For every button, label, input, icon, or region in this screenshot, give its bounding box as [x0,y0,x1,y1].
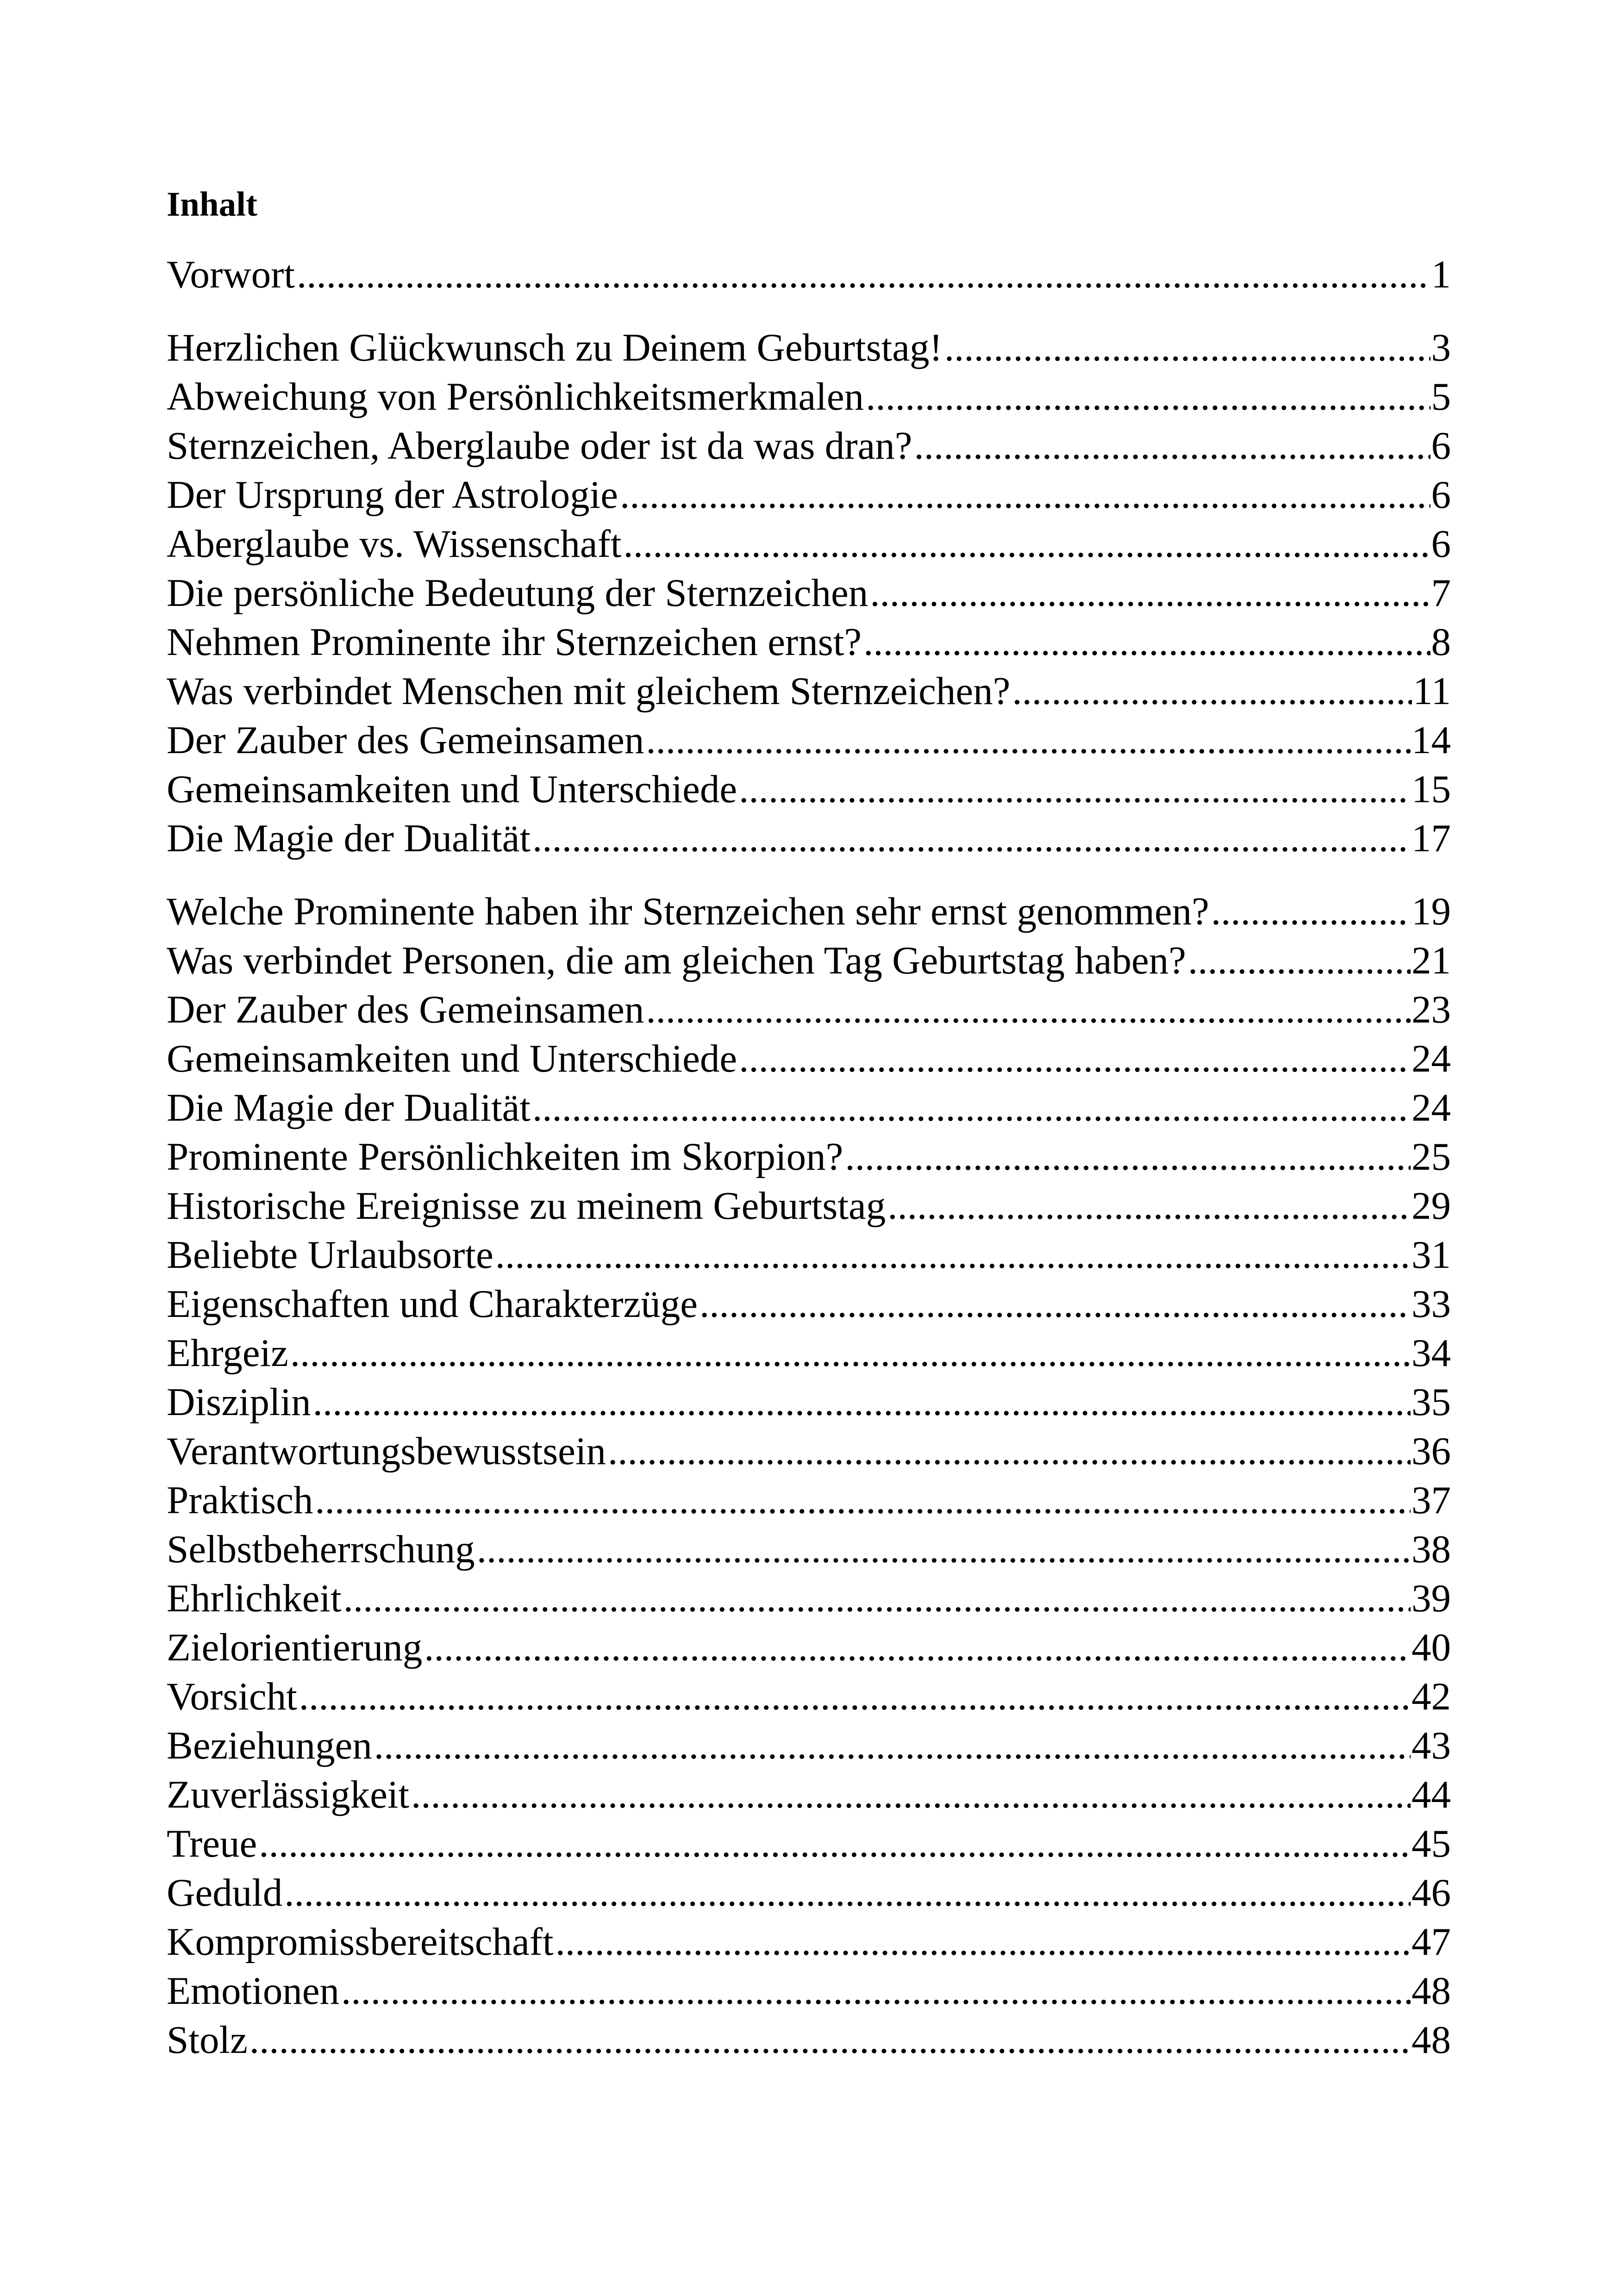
toc-entry-title: Selbstbeherrschung [167,1528,475,1571]
toc-entry-title: Historische Ereignisse zu meinem Geburtstag [167,1184,886,1228]
toc-dot-leader [1012,667,1412,716]
toc-dot-leader [646,985,1411,1034]
toc-dot-leader [887,1181,1411,1230]
toc-entry-page-number: 11 [1413,669,1451,713]
toc-dot-leader [624,519,1430,568]
toc-entry-page-number: 19 [1412,890,1451,933]
toc-entry-page-number: 21 [1412,939,1451,982]
toc-dot-leader [532,1083,1411,1132]
toc-entry-page-number: 35 [1412,1380,1451,1424]
toc-entry[interactable] [167,765,1451,814]
toc-dot-leader [608,1427,1411,1476]
toc-entry-page-number: 48 [1412,2018,1451,2062]
toc-dot-leader [863,617,1430,667]
toc-dot-leader [477,1525,1411,1574]
toc-entry-page-number: 6 [1431,522,1451,566]
toc-entry[interactable] [167,1279,1451,1328]
toc-entry-title: Emotionen [167,1969,339,2013]
toc-dot-leader [313,1378,1411,1427]
toc-entry-page-number: 39 [1412,1577,1451,1620]
toc-entry-title: Beziehungen [167,1724,372,1767]
toc-entry-title: Vorsicht [167,1675,297,1718]
toc-entry[interactable] [167,250,1451,299]
toc-entry[interactable] [167,936,1451,985]
toc-entry-title: Die persönliche Bedeutung der Sternzeichen [167,571,868,615]
toc-entry[interactable] [167,372,1451,421]
toc-entry-title: Beliebte Urlaubsorte [167,1233,493,1277]
toc-dot-leader [411,1770,1411,1819]
toc-entry-title: Eigenschaften und Charakterzüge [167,1282,698,1326]
toc-entry[interactable] [167,1770,1451,1819]
toc-dot-leader [297,250,1430,299]
toc-dot-leader [700,1279,1411,1328]
toc-dot-leader [532,814,1411,863]
toc-entry-title: Ehrlichkeit [167,1577,342,1620]
toc-dot-leader [845,1132,1411,1181]
toc-entry[interactable] [167,1721,1451,1770]
toc-entry-page-number: 38 [1412,1528,1451,1571]
table-of-contents [167,250,1451,2064]
toc-entry[interactable] [167,2015,1451,2064]
toc-entry-page-number: 40 [1412,1626,1451,1669]
toc-entry-title: Sternzeichen, Aberglaube oder ist da was dran? [167,424,912,468]
toc-entry-page-number: 24 [1412,1086,1451,1129]
toc-entry-title: Die Magie der Dualität [167,1086,531,1129]
toc-entry-title: Praktisch [167,1478,313,1522]
toc-dot-leader [259,1819,1411,1868]
toc-entry-title: Welche Prominente haben ihr Sternzeichen sehr ernst genommen? [167,890,1209,933]
toc-entry-title: Nehmen Prominente ihr Sternzeichen ernst? [167,620,862,664]
toc-entry-title: Verantwortungsbewusstsein [167,1429,606,1473]
toc-entry-page-number: 42 [1412,1675,1451,1718]
toc-entry[interactable] [167,1132,1451,1181]
toc-entry-page-number: 25 [1412,1135,1451,1179]
toc-entry[interactable] [167,519,1451,568]
toc-entry[interactable] [167,814,1451,863]
toc-dot-leader [739,1034,1411,1083]
toc-dot-leader [1188,936,1411,985]
toc-entry-title: Geduld [167,1871,283,1915]
toc-entry[interactable] [167,1328,1451,1378]
toc-entry-title: Disziplin [167,1380,311,1424]
toc-entry-title: Prominente Persönlichkeiten im Skorpion? [167,1135,843,1179]
toc-dot-leader [556,1917,1411,1966]
toc-dot-leader [646,716,1411,765]
toc-dot-leader [1211,887,1411,936]
toc-entry-page-number: 23 [1412,988,1451,1031]
toc-entry-title: Gemeinsamkeiten und Unterschiede [167,767,737,811]
toc-entry[interactable] [167,1672,1451,1721]
toc-entry-page-number: 8 [1431,620,1451,664]
toc-entry-title: Stolz [167,2018,248,2062]
toc-dot-leader [374,1721,1411,1770]
toc-entry[interactable] [167,1574,1451,1623]
toc-dot-leader [424,1623,1411,1672]
toc-dot-leader [341,1966,1411,2015]
toc-dot-leader [739,765,1411,814]
toc-entry-page-number: 29 [1412,1184,1451,1228]
toc-entry[interactable] [167,1378,1451,1427]
toc-dot-leader [290,1328,1411,1378]
toc-dot-leader [250,2015,1411,2064]
toc-entry-page-number: 14 [1412,718,1451,762]
toc-entry[interactable] [167,667,1451,716]
toc-entry-page-number: 48 [1412,1969,1451,2013]
toc-dot-leader [944,323,1430,372]
toc-entry-page-number: 5 [1431,375,1451,418]
toc-entry-page-number: 6 [1431,424,1451,468]
toc-entry[interactable] [167,1083,1451,1132]
toc-entry-title: Was verbindet Menschen mit gleichem Sternzeichen? [167,669,1011,713]
toc-entry-title: Vorwort [167,253,295,296]
toc-heading: Inhalt [167,185,257,224]
toc-entry[interactable] [167,716,1451,765]
toc-entry-page-number: 3 [1431,326,1451,369]
toc-entry-title: Herzlichen Glückwunsch zu Deinem Geburtstag! [167,326,943,369]
toc-entry-title: Der Zauber des Gemeinsamen [167,718,644,762]
toc-entry-page-number: 17 [1412,817,1451,860]
toc-entry[interactable] [167,1476,1451,1525]
toc-entry[interactable] [167,887,1451,936]
toc-entry-page-number: 43 [1412,1724,1451,1767]
toc-entry-title: Die Magie der Dualität [167,817,531,860]
toc-entry[interactable] [167,470,1451,519]
toc-dot-leader [344,1574,1411,1623]
toc-entry[interactable] [167,323,1451,372]
toc-entry[interactable] [167,985,1451,1034]
toc-dot-leader [315,1476,1411,1525]
toc-dot-leader [914,421,1430,470]
toc-entry-page-number: 45 [1412,1822,1451,1865]
toc-entry[interactable] [167,1181,1451,1230]
toc-entry-page-number: 6 [1431,473,1451,517]
toc-entry-title: Zielorientierung [167,1626,423,1669]
toc-entry-page-number: 7 [1431,571,1451,615]
toc-entry-page-number: 36 [1412,1429,1451,1473]
toc-dot-leader [866,372,1430,421]
toc-entry-page-number: 44 [1412,1773,1451,1816]
toc-entry-title: Aberglaube vs. Wissenschaft [167,522,622,566]
toc-entry[interactable] [167,1230,1451,1279]
toc-entry[interactable] [167,1917,1451,1966]
toc-entry-title: Kompromissbereitschaft [167,1920,554,1964]
toc-entry-title: Der Ursprung der Astrologie [167,473,618,517]
toc-entry-page-number: 33 [1412,1282,1451,1326]
toc-dot-leader [495,1230,1411,1279]
toc-dot-leader [870,568,1430,617]
toc-entry-page-number: 46 [1412,1871,1451,1915]
toc-dot-leader [299,1672,1411,1721]
toc-entry-page-number: 47 [1412,1920,1451,1964]
toc-entry[interactable] [167,421,1451,470]
toc-entry-page-number: 37 [1412,1478,1451,1522]
toc-entry-page-number: 24 [1412,1037,1451,1080]
toc-entry[interactable] [167,1966,1451,2015]
toc-entry[interactable] [167,1819,1451,1868]
toc-entry-page-number: 15 [1412,767,1451,811]
toc-entry[interactable] [167,568,1451,617]
toc-entry[interactable] [167,1427,1451,1476]
toc-entry[interactable] [167,617,1451,667]
toc-entry-page-number: 31 [1412,1233,1451,1277]
toc-dot-leader [284,1868,1411,1917]
toc-dot-leader [620,470,1430,519]
toc-entry[interactable] [167,1525,1451,1574]
toc-entry-title: Zuverlässigkeit [167,1773,410,1816]
toc-entry-title: Gemeinsamkeiten und Unterschiede [167,1037,737,1080]
toc-entry[interactable] [167,1623,1451,1672]
toc-entry-title: Treue [167,1822,257,1865]
toc-entry-title: Der Zauber des Gemeinsamen [167,988,644,1031]
toc-entry-title: Ehrgeiz [167,1331,288,1375]
toc-entry-title: Was verbindet Personen, die am gleichen Tag Geburtstag haben? [167,939,1186,982]
toc-entry-page-number: 1 [1431,253,1451,296]
toc-entry[interactable] [167,1034,1451,1083]
toc-entry-title: Abweichung von Persönlichkeitsmerkmalen [167,375,864,418]
toc-entry[interactable] [167,1868,1451,1917]
toc-entry-page-number: 34 [1412,1331,1451,1375]
